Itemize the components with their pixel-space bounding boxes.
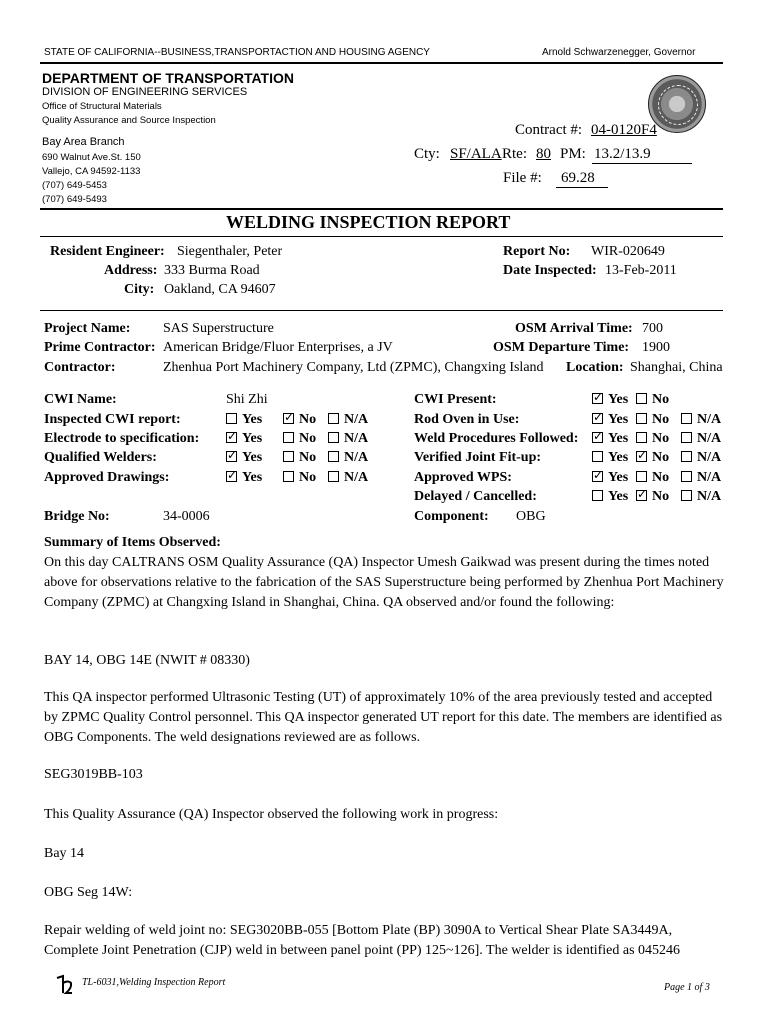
checkbox-no[interactable] (636, 432, 647, 443)
component-label: Component: (414, 509, 489, 524)
checkbox-na[interactable] (328, 471, 339, 482)
right-check-1-no[interactable] (636, 412, 669, 428)
checkbox-na-label: N/A (344, 450, 369, 465)
left-check-2-na[interactable] (328, 450, 368, 466)
report-no-value: WIR-020649 (591, 244, 665, 259)
right-check-5-na[interactable] (681, 489, 721, 505)
governor-line: Arnold Schwarzenegger, Governor (542, 47, 696, 58)
contract-number: 04-0120F4 (591, 122, 657, 138)
right-check-4-no[interactable] (636, 470, 669, 486)
checkbox-yes-label: Yes (608, 412, 629, 427)
contractor-label: Contractor: (44, 360, 116, 375)
prime-contractor-value: American Bridge/Fluor Enterprises, a JV (163, 340, 393, 355)
osm-departure-value: 1900 (642, 340, 670, 355)
cty-label: Cty: (414, 146, 440, 162)
right-check-0-no[interactable] (636, 392, 669, 408)
footer-logo-icon (54, 974, 72, 994)
checkbox-yes-label: Yes (608, 392, 629, 407)
pm-label: PM: (560, 146, 586, 162)
summary-paragraph-1: On this day CALTRANS OSM Quality Assurance (QA) Inspector Umesh Gaikwad was present during the times noted above for observations relative to the fabrication of the SAS Superstructure being performed by Zhenhua Port Machinery Company (ZPMC) at Changxing Island in Shanghai, China. QA observed and/or found the following: (44, 555, 724, 610)
date-inspected-value: 13-Feb-2011 (605, 263, 677, 278)
right-check-1-yes[interactable] (592, 412, 628, 428)
pm-value: 13.2/13.9 (594, 146, 651, 162)
left-check-1-no[interactable] (283, 431, 316, 447)
contract-label: Contract #: (515, 122, 583, 138)
left-check-2-no[interactable] (283, 450, 316, 466)
branch-phone: (707) 649-5453 (42, 180, 107, 191)
checkbox-na[interactable] (328, 432, 339, 443)
checkbox-na[interactable] (328, 413, 339, 424)
checkbox-yes[interactable] (592, 432, 603, 443)
checkbox-no[interactable] (636, 471, 647, 482)
checkbox-no-label: No (652, 470, 670, 485)
checkbox-yes-label: Yes (608, 431, 629, 446)
checkbox-na-label: N/A (697, 412, 722, 427)
footer-form-name: TL-6031,Welding Inspection Report (82, 977, 226, 988)
left-check-3-no[interactable] (283, 470, 316, 486)
left-check-label: Approved Drawings: (44, 470, 170, 485)
department-title: DEPARTMENT OF TRANSPORTATION (42, 70, 294, 86)
checkbox-yes-label: Yes (242, 412, 263, 427)
checkbox-no[interactable] (283, 451, 294, 462)
checkbox-na-label: N/A (344, 470, 369, 485)
summary-paragraph-8: Repair welding of weld joint no: SEG3020BB-055 [Bottom Plate (BP) 3090A to Vertical Shear Plate SA3449A, Complete Joint Penetration (CJP) weld in between panel point (PP) 125~126]. The welder is identified as 045246 (44, 923, 681, 958)
right-check-label: CWI Present: (414, 392, 497, 407)
branch-name: Bay Area Branch (42, 136, 125, 148)
right-check-label: Verified Joint Fit-up: (414, 450, 542, 465)
checkbox-yes[interactable] (226, 432, 237, 443)
summary-paragraph-4: SEG3019BB-103 (44, 767, 143, 782)
address-value: 333 Burma Road (164, 263, 260, 278)
file-underline (556, 187, 608, 188)
right-check-0-yes[interactable] (592, 392, 628, 408)
checkbox-na-label: N/A (697, 450, 722, 465)
left-check-2-yes[interactable] (226, 450, 262, 466)
bridge-no-label: Bridge No: (44, 509, 110, 524)
checkbox-na-label: N/A (344, 431, 369, 446)
right-check-4-yes[interactable] (592, 470, 628, 486)
checkbox-yes-label: Yes (242, 450, 263, 465)
agency-line: STATE OF CALIFORNIA--BUSINESS,TRANSPORTACTION AND HOUSING AGENCY (44, 47, 430, 58)
summary-paragraph-5: This Quality Assurance (QA) Inspector observed the following work in progress: (44, 807, 499, 822)
checkbox-yes[interactable] (226, 413, 237, 424)
rte-label: Rte: (502, 146, 527, 162)
osm-departure-label: OSM Departure Time: (493, 340, 630, 355)
checkbox-no-label: No (652, 489, 670, 504)
branch-city: Vallejo, CA 94592-1133 (42, 166, 141, 177)
resident-engineer-value: Siegenthaler, Peter (177, 244, 283, 259)
checkbox-yes[interactable] (592, 413, 603, 424)
checkbox-no[interactable] (283, 471, 294, 482)
osm-arrival-label: OSM Arrival Time: (515, 321, 633, 336)
checkbox-na-label: N/A (344, 412, 369, 427)
checkbox-yes[interactable] (592, 451, 603, 462)
checkbox-yes-label: Yes (608, 470, 629, 485)
project-name-label: Project Name: (44, 321, 131, 336)
division-name: DIVISION OF ENGINEERING SERVICES (42, 86, 248, 98)
top-rule (40, 62, 723, 64)
project-name-value: SAS Superstructure (163, 321, 274, 336)
summary-paragraph-3: This QA inspector performed Ultrasonic Testing (UT) of approximately 10% of the area previously tested and accepted by ZPMC Quality Control personnel. This QA inspector generated UT report for this date. The members are identified as OBG Components. The weld designations reviewed are as follows. (44, 690, 723, 745)
checkbox-na-label: N/A (697, 431, 722, 446)
prime-contractor-label: Prime Contractor: (44, 340, 156, 355)
checkbox-yes-label: Yes (608, 489, 629, 504)
checkbox-no[interactable] (636, 490, 647, 501)
right-check-label: Approved WPS: (414, 470, 512, 485)
section-rule (40, 310, 723, 311)
checkbox-yes-label: Yes (242, 470, 263, 485)
checkbox-yes[interactable] (226, 451, 237, 462)
checkbox-na[interactable] (328, 451, 339, 462)
checkbox-yes-label: Yes (242, 431, 263, 446)
checkbox-no-label: No (299, 450, 317, 465)
component-value: OBG (516, 509, 546, 524)
right-check-label: Weld Procedures Followed: (414, 431, 579, 446)
left-check-1-yes[interactable] (226, 431, 262, 447)
rte-value: 80 (536, 146, 551, 162)
contractor-value: Zhenhua Port Machinery Company, Ltd (ZPMC), Changxing Island (163, 360, 544, 375)
osm-arrival-value: 700 (642, 321, 663, 336)
checkbox-na[interactable] (681, 471, 692, 482)
office-name: Office of Structural Materials (42, 101, 162, 112)
left-check-0-na[interactable] (328, 412, 368, 428)
left-check-label: Qualified Welders: (44, 450, 157, 465)
summary-heading: Summary of Items Observed: (44, 535, 221, 550)
left-check-0-yes[interactable] (226, 412, 262, 428)
qa-source-name: Quality Assurance and Source Inspection (42, 115, 216, 126)
checkbox-yes[interactable] (592, 471, 603, 482)
location-value: Shanghai, China (630, 360, 723, 375)
title-rule (40, 208, 723, 210)
right-check-label: Delayed / Cancelled: (414, 489, 537, 504)
checkbox-no-label: No (652, 392, 670, 407)
right-check-3-na[interactable] (681, 450, 721, 466)
left-check-0-no[interactable] (283, 412, 316, 428)
right-check-3-yes[interactable] (592, 450, 628, 466)
city-label: City: (124, 282, 155, 297)
right-check-5-yes[interactable] (592, 489, 628, 505)
address-label: Address: (104, 263, 158, 278)
checkbox-no-label: No (299, 412, 317, 427)
checkbox-no[interactable] (283, 432, 294, 443)
footer-page-number: Page 1 of 3 (664, 982, 710, 993)
branch-street: 690 Walnut Ave.St. 150 (42, 152, 141, 163)
report-no-label: Report No: (503, 244, 571, 259)
summary-paragraph-2: BAY 14, OBG 14E (NWIT # 08330) (44, 653, 250, 668)
checkbox-na[interactable] (681, 451, 692, 462)
checkbox-no[interactable] (636, 451, 647, 462)
file-number: 69.28 (561, 170, 595, 186)
right-check-2-na[interactable] (681, 431, 721, 447)
right-check-3-no[interactable] (636, 450, 669, 466)
checkbox-no[interactable] (636, 413, 647, 424)
checkbox-no-label: No (652, 412, 670, 427)
checkbox-no-label: No (299, 470, 317, 485)
left-check-label: Electrode to specification: (44, 431, 200, 446)
bridge-no-value: 34-0006 (163, 509, 210, 524)
location-label: Location: (566, 360, 624, 375)
branch-fax: (707) 649-5493 (42, 194, 107, 205)
title-underrule (40, 236, 723, 237)
checkbox-no[interactable] (636, 393, 647, 404)
right-check-4-na[interactable] (681, 470, 721, 486)
summary-paragraph-7: OBG Seg 14W: (44, 885, 133, 900)
checkbox-no-label: No (652, 431, 670, 446)
left-check-1-na[interactable] (328, 431, 368, 447)
checkbox-na-label: N/A (697, 470, 722, 485)
left-check-3-yes[interactable] (226, 470, 262, 486)
resident-engineer-label: Resident Engineer: (50, 244, 165, 259)
left-check-label: Inspected CWI report: (44, 412, 181, 427)
checkbox-no[interactable] (283, 413, 294, 424)
pm-underline (592, 163, 692, 164)
checkbox-na[interactable] (681, 432, 692, 443)
city-value: Oakland, CA 94607 (164, 282, 276, 297)
cty-value: SF/ALA (450, 146, 502, 162)
file-label: File #: (503, 170, 542, 186)
checkbox-yes[interactable] (226, 471, 237, 482)
checkbox-na[interactable] (681, 413, 692, 424)
right-check-2-no[interactable] (636, 431, 669, 447)
checkbox-yes[interactable] (592, 490, 603, 501)
checkbox-na-label: N/A (697, 489, 722, 504)
left-check-3-na[interactable] (328, 470, 368, 486)
date-inspected-label: Date Inspected: (503, 263, 597, 278)
checkbox-yes[interactable] (592, 393, 603, 404)
checkbox-no-label: No (652, 450, 670, 465)
checkbox-no-label: No (299, 431, 317, 446)
right-check-1-na[interactable] (681, 412, 721, 428)
checkbox-na[interactable] (681, 490, 692, 501)
summary-paragraph-6: Bay 14 (44, 846, 85, 861)
checkbox-yes-label: Yes (608, 450, 629, 465)
cwi-name-label: CWI Name: (44, 392, 117, 407)
right-check-5-no[interactable] (636, 489, 669, 505)
report-title: WELDING INSPECTION REPORT (226, 212, 511, 232)
cwi-name-value: Shi Zhi (226, 392, 268, 407)
right-check-2-yes[interactable] (592, 431, 628, 447)
right-check-label: Rod Oven in Use: (414, 412, 520, 427)
